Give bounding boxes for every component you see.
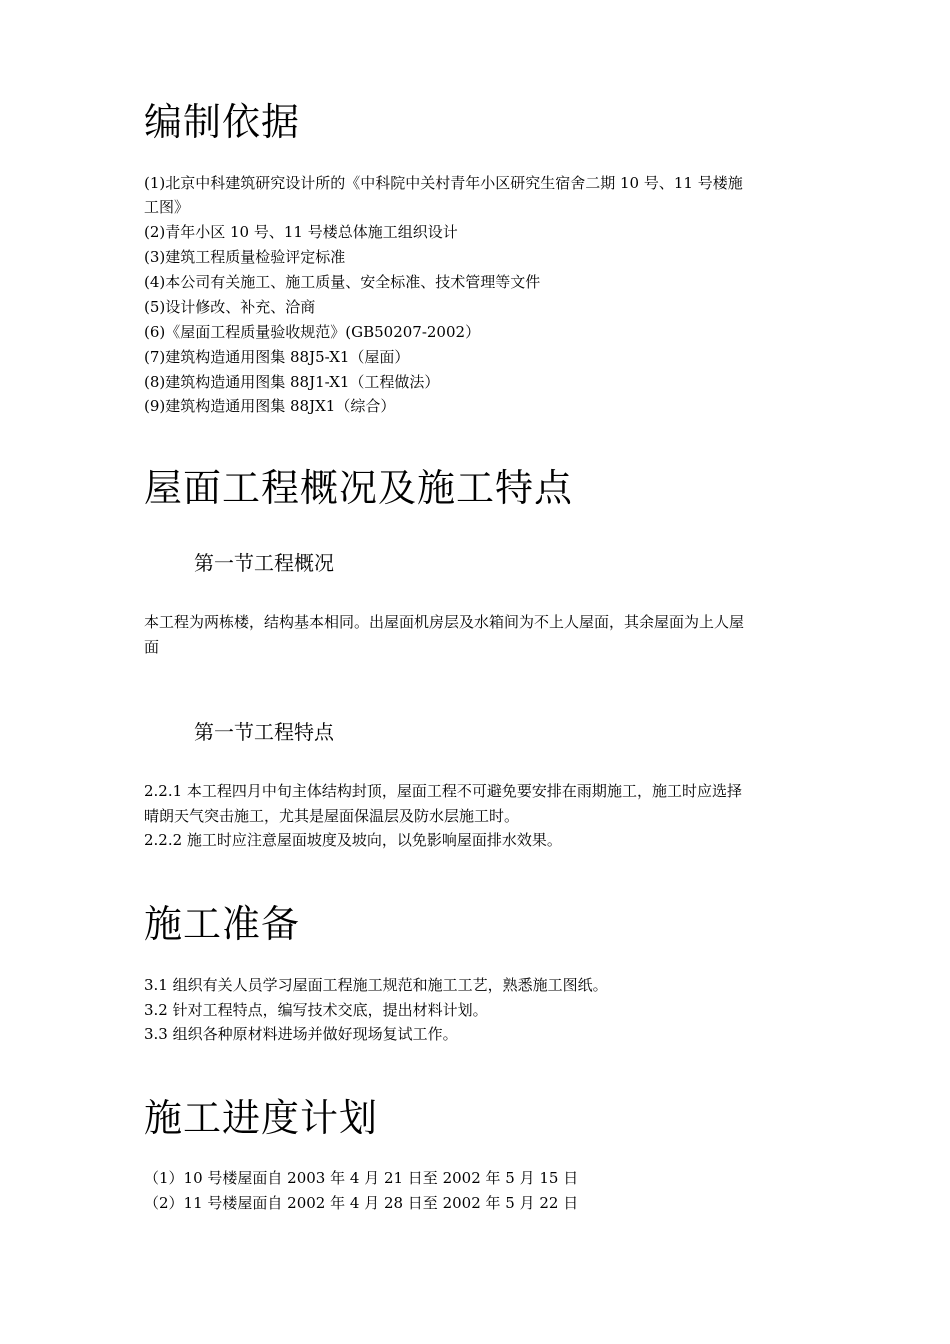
basis-line-10: (9)建筑构造通用图集 88JX1（综合） [144,397,396,415]
overview-line-1: 本工程为两栋楼，结构基本相同。出屋面机房层及水箱间为不上人屋面，其余屋面为上人屋 [144,613,745,631]
features-line-3: 2.2.2 施工时应注意屋面坡度及坡向，以免影响屋面排水效果。 [144,831,562,849]
basis-line-8: (7)建筑构造通用图集 88J5-X1（屋面） [144,348,410,366]
section-heading-preparation: 施工准备 [144,902,301,946]
basis-line-3: (2)青年小区 10 号、11 号楼总体施工组织设计 [144,223,458,241]
basis-line-1: (1)北京中科建筑研究设计所的《中科院中关村青年小区研究生宿舍二期 10 号、11 号楼施 [144,174,743,192]
basis-line-6: (5)设计修改、补充、洽商 [144,298,316,316]
section-heading-overview: 屋面工程概况及施工特点 [144,466,574,510]
preparation-line-1: 3.1 组织有关人员学习屋面工程施工规范和施工工艺，熟悉施工图纸。 [144,976,608,994]
subsection-heading-features: 第一节工程特点 [194,720,334,744]
preparation-line-3: 3.3 组织各种原材料进场并做好现场复试工作。 [144,1025,458,1043]
overview-line-2: 面 [144,638,160,656]
features-line-2: 晴朗天气突击施工，尤其是屋面保温层及防水层施工时。 [144,807,520,825]
basis-line-4: (3)建筑工程质量检验评定标准 [144,248,346,266]
subsection-heading-overview: 第一节工程概况 [194,551,334,575]
section-heading-basis: 编制依据 [144,100,301,144]
basis-line-7: (6)《屋面工程质量验收规范》(GB50207-2002） [144,323,481,341]
section-heading-schedule: 施工进度计划 [144,1096,379,1140]
schedule-line-1: （1）10 号楼屋面自 2003 年 4 月 21 日至 2002 年 5 月 15 日 [144,1169,579,1187]
basis-line-5: (4)本公司有关施工、施工质量、安全标准、技术管理等文件 [144,273,541,291]
basis-line-9: (8)建筑构造通用图集 88J1-X1（工程做法） [144,373,440,391]
preparation-line-2: 3.2 针对工程特点，编写技术交底，提出材料计划。 [144,1001,488,1019]
basis-line-2: 工图》 [144,198,190,216]
features-line-1: 2.2.1 本工程四月中旬主体结构封顶，屋面工程不可避免要安排在雨期施工，施工时应选择 [144,782,742,800]
schedule-line-2: （2）11 号楼屋面自 2002 年 4 月 28 日至 2002 年 5 月 22 日 [144,1194,579,1212]
